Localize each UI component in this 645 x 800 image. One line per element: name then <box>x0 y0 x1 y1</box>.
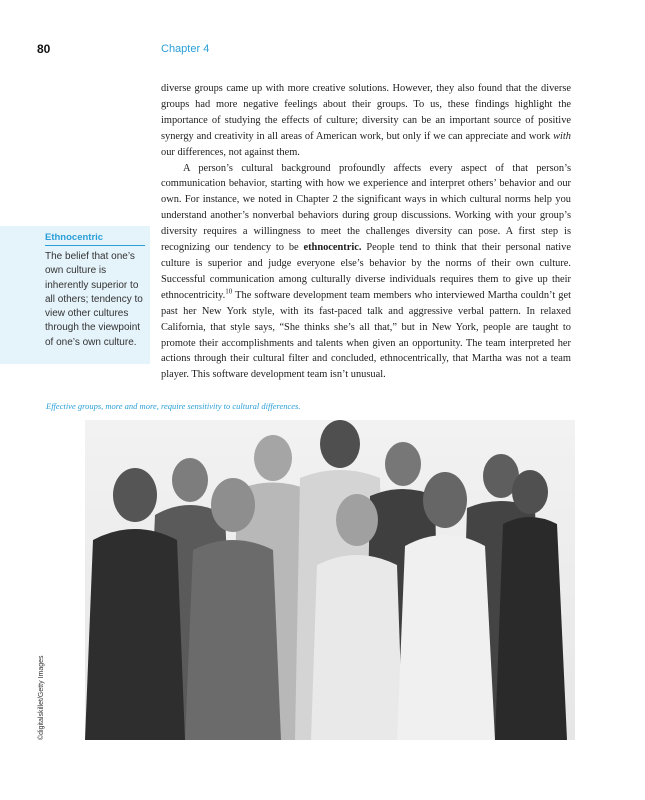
body-text <box>161 81 571 383</box>
paragraph: A person’s cultural background profoundly affects every aspect of that person’s communication behavior, starting with how we experience and interpret others’ behavior and our own. For instance, we noted in Chapter 2 the significant ways in which cultural norms help you understand another’s nonverbal behaviors during group discussions. Working with your group’s diversity requires a willingness to meet the challenges diversity can pose. A first step is recognizing our tendency to be ethnocentric. People tend to think that their personal native culture is superior and judge everyone else’s behavior by the norms of their own culture. Successful communication among culturally diverse individuals requires them to give up their ethnocentricity.$^{10}$ The software development team members who interviewed Martha couldn’t get past her New York style, with its fast-paced talk and aggressive verbal pattern. In relaxed California, that style says, “She thinks she’s all that,” but in New York, people are taught to promote their accomplishments and talents when given an opportunity. The team interpreted her actions through their cultural filter and concluded, ethnocentrically, that Martha was not a team player. This software development team isn’t unusual. <box>161 162 571 381</box>
figure-caption: Effective groups, more and more, require sensitivity to cultural differences. <box>46 401 301 411</box>
key-term: ethnocentric. <box>303 242 362 254</box>
glossary-definition: The belief that one’s own culture is inherently superior to all others; tendency to view other cultures through the viewpoint of one’s own culture. <box>45 251 143 348</box>
footnote-ref: 10 <box>225 287 233 296</box>
emphasis: with <box>553 130 571 142</box>
glossary-term: Ethnocentric <box>45 232 104 243</box>
paragraph: diverse groups came up with more creative solutions. However, they also found that the diverse groups had more negative feelings about their groups. To us, these findings highlight the importance of studying the effects of culture; diversity can be an important source of positive synergy and creativity in all areas of American work, but only if we can appreciate and work with our differences, not against them. <box>161 83 571 158</box>
group-photo-illustration <box>85 420 575 740</box>
page-number: 80 <box>37 42 51 56</box>
photo-credit: ©digitalskillet/Getty Images <box>38 655 45 740</box>
group-photo <box>85 420 575 740</box>
chapter-title: Chapter 4 <box>161 43 210 55</box>
glossary-divider <box>45 245 145 246</box>
